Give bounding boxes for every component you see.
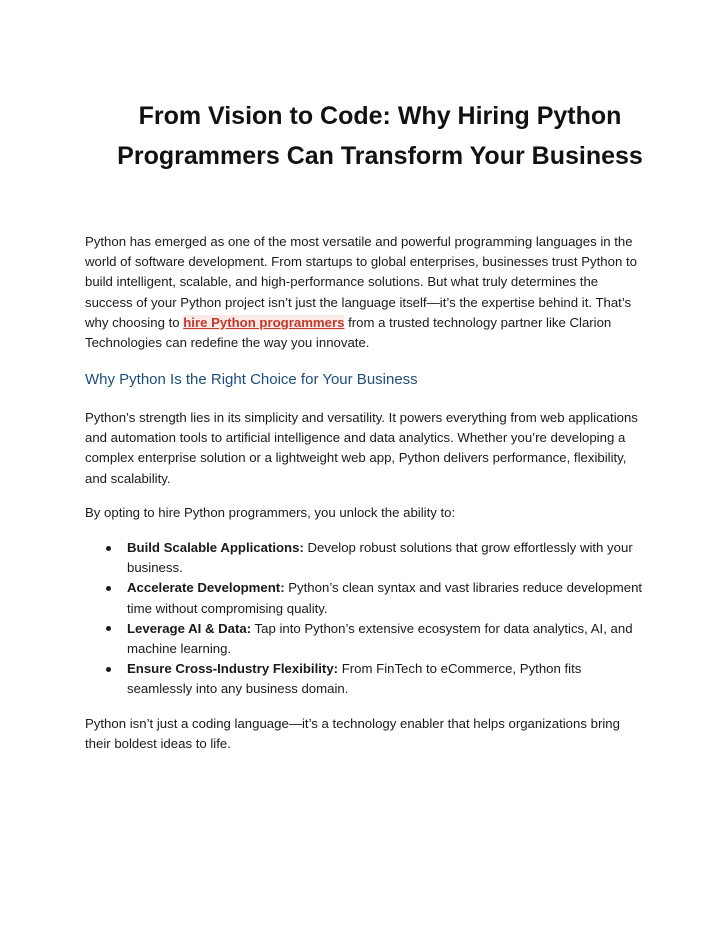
document-title: From Vision to Code: Why Hiring Python Programmers Can Transform Your Business — [117, 102, 643, 170]
bullet-icon — [106, 667, 111, 672]
bullet-text: From FinTech to eCommerce, Python fits seamlessly into any business domain. — [127, 661, 582, 697]
intro-paragraph — [85, 232, 645, 353]
list-item — [85, 659, 645, 699]
intro-text-after-link: from a trusted technology partner like Clarion Technologies can redefine the way you innovate. — [85, 314, 612, 351]
benefits-list — [85, 538, 645, 700]
bullet-icon — [106, 586, 111, 591]
opting-paragraph: By opting to hire Python programmers, you unlock the ability to: — [85, 505, 456, 520]
list-item — [85, 578, 645, 618]
list-item — [85, 538, 645, 578]
section-heading: Why Python Is the Right Choice for Your Business — [85, 371, 418, 388]
bullet-text: Python’s clean syntax and vast libraries reduce development time without compromising quality. — [127, 580, 643, 616]
closing-paragraph: Python isn’t just a coding language—it’s a technology enabler that helps organizations bring their boldest ideas to life. — [85, 716, 620, 752]
bullet-term: Ensure Cross-Industry Flexibility: — [127, 661, 339, 677]
bullet-text: Tap into Python’s extensive ecosystem for data analytics, AI, and machine learning. — [127, 620, 633, 657]
list-item — [85, 619, 645, 659]
strength-paragraph: Python’s strength lies in its simplicity and versatility. It powers everything from web applications and automation tools to artificial intelligence and data analytics. Whether you’re developing a complex enterprise solution or a lightweight web app, Python delivers performance, flexibility, and scalability. — [85, 410, 638, 486]
intro-text-before-link: Python has emerged as one of the most versatile and powerful programming languages in the world of software development. From startups to global enterprises, businesses trust Python to build intelligent, scalable, and high-performance solutions. But what truly determines the success of your Python project isn’t just the language itself—it’s the expertise behind it. That’s why choosing to — [85, 234, 637, 330]
bullet-icon — [106, 546, 111, 551]
hire-python-programmers-link[interactable]: hire Python programmers — [183, 314, 345, 330]
bullet-term: Leverage AI & Data: — [127, 620, 252, 636]
bullet-text: Develop robust solutions that grow effortlessly with your business. — [127, 540, 633, 576]
bullet-icon — [106, 626, 111, 631]
bullet-term: Accelerate Development: — [127, 580, 285, 596]
bullet-term: Build Scalable Applications: — [127, 540, 304, 555]
